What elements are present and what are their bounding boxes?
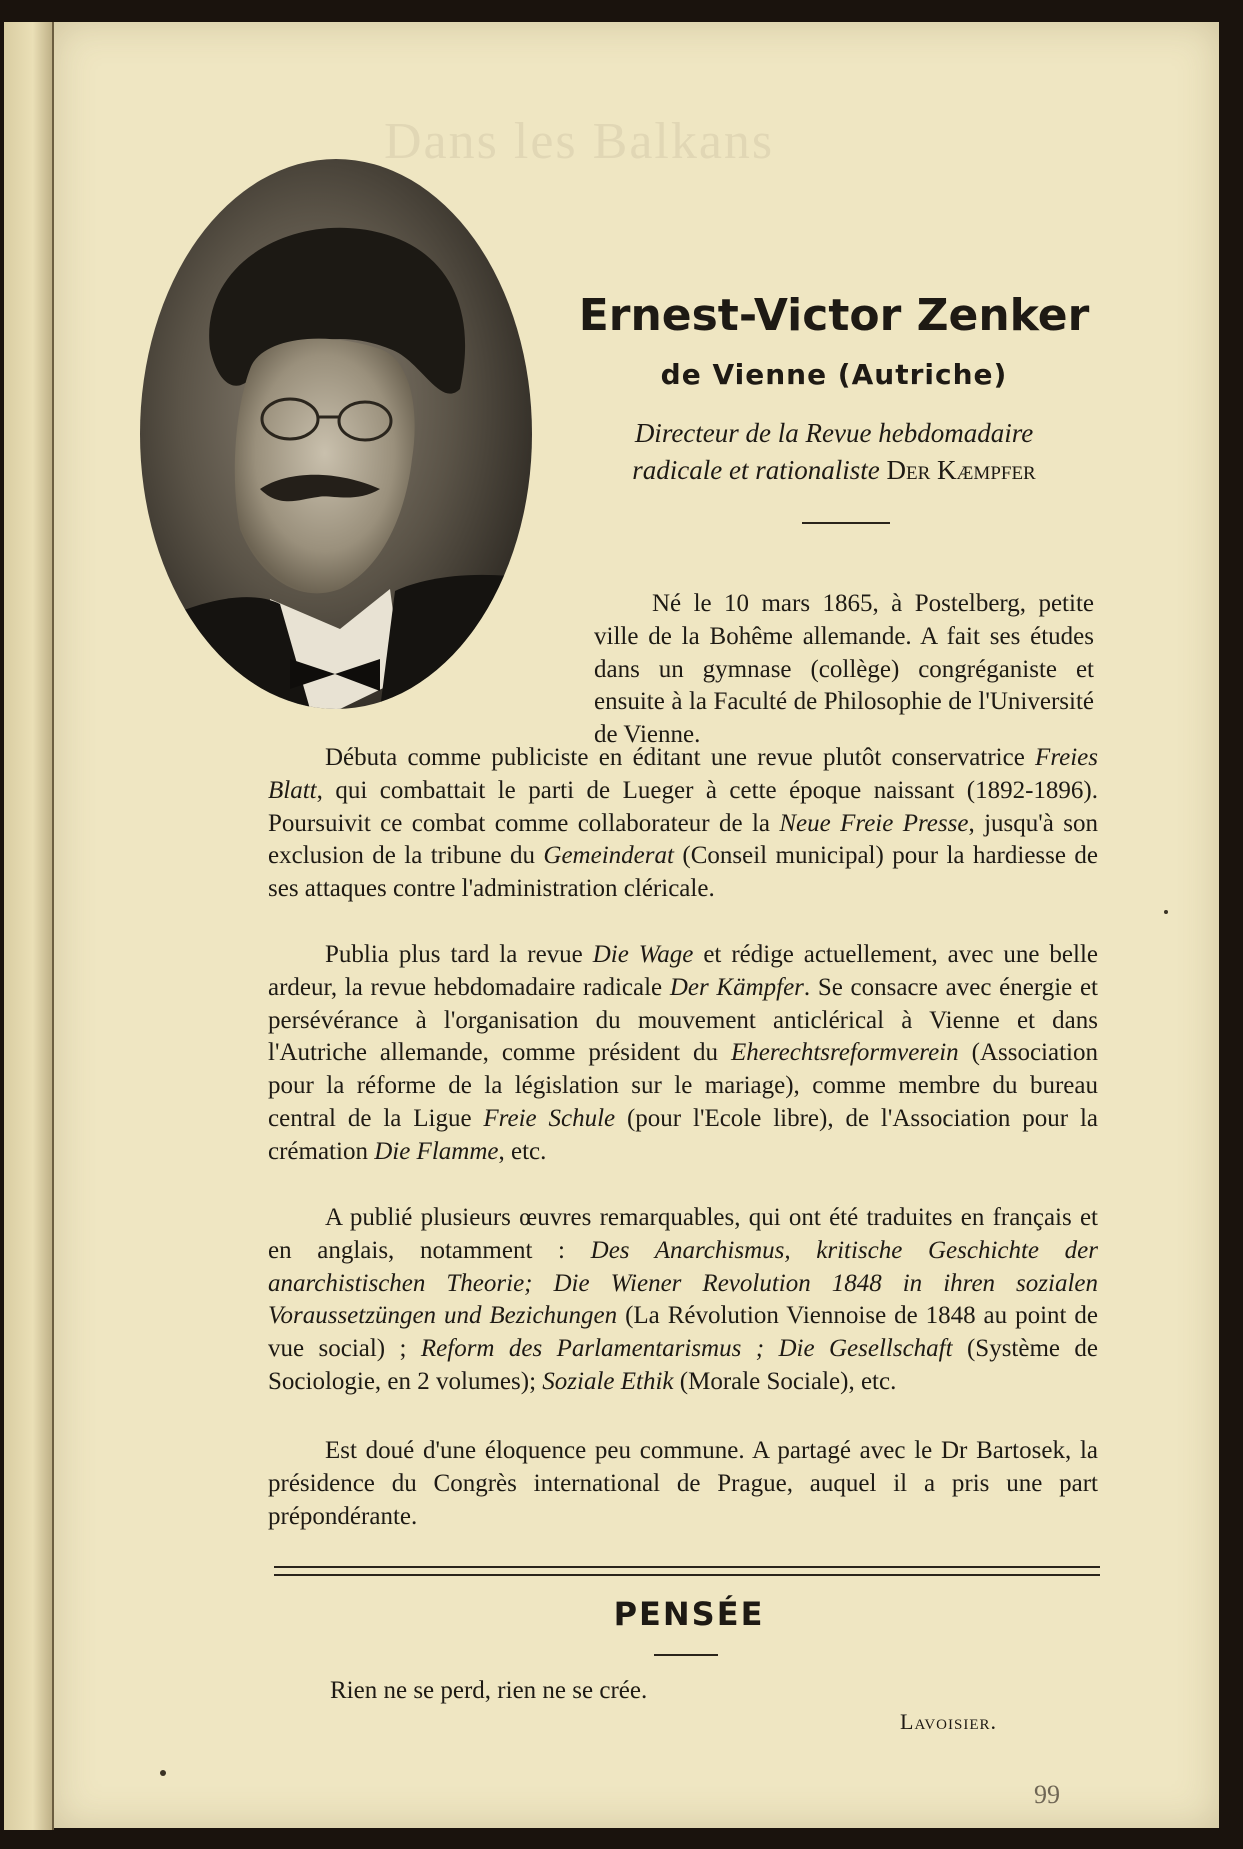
bio-paragraph-1 xyxy=(594,588,1094,752)
italic-title: Neue Freie Presse xyxy=(779,809,969,837)
role-line-1: Directeur de la Revue hebdomadaire xyxy=(634,418,1034,448)
text-run: Publia plus tard la revue xyxy=(325,941,593,968)
portrait-illustration xyxy=(140,159,532,709)
pensee-quote: Rien ne se perd, rien ne se crée. xyxy=(330,1677,648,1704)
person-name: Ernest-Victor Zenker xyxy=(578,290,1090,341)
text-run: (La Révolution Viennoise de 1848 au point de vue social) ; xyxy=(268,1302,1098,1363)
divider xyxy=(802,522,890,524)
italic-title: Die Wage xyxy=(592,941,694,968)
pensee-heading: PENSÉE xyxy=(613,1595,765,1633)
text-run: . Se consacre avec énergie et persévérance à l'organisation du mouvement anticlérical à Vienne et dans l'Autriche allemande, comme président du xyxy=(268,973,1098,1067)
portrait-photo xyxy=(140,159,532,709)
journal-name: Der Kæmpfer xyxy=(886,455,1036,485)
italic-title: Soziale Ethik xyxy=(542,1367,674,1395)
facing-page-edge xyxy=(4,22,54,1830)
text-run: (pour l'Ecole libre), de l'Association pour la crémation xyxy=(268,1104,1098,1165)
text-run: Débuta comme publiciste en éditant une revue plutôt conservatrice xyxy=(325,744,1036,771)
text-run: et rédige actuellement, avec une belle ardeur, la revue hebdomadaire radicale xyxy=(268,941,1098,1001)
section-divider xyxy=(274,1566,1100,1576)
text-run: A publié plusieurs œuvres remarquables, qui ont été traduites en français et en anglais, notamment : xyxy=(268,1204,1098,1264)
text-run: , etc. xyxy=(498,1137,547,1165)
bleed-through-text: Dans les Balkans xyxy=(384,113,775,170)
role-line-2: radicale et rationaliste xyxy=(632,455,880,485)
text-run: Est doué d'une éloquence peu commune. A partagé avec le Dr Bartosek, la présidence du Congrès international de Prague, auquel il a pris une part prépondérante. xyxy=(268,1437,1098,1530)
italic-title: Die Flamme xyxy=(374,1137,499,1165)
text-run: (Association pour la réforme de la législation sur le mariage), comme membre du bureau central de la Ligue xyxy=(268,1039,1098,1132)
person-role xyxy=(574,415,1094,489)
book-page xyxy=(54,22,1219,1828)
text-run: , jusqu'à son exclusion de la tribune du xyxy=(268,809,1098,870)
quote-author: Lavoisier. xyxy=(900,1709,998,1734)
italic-title: Reform des Parlamentarismus ; Die Gesellschaft xyxy=(420,1335,953,1363)
italic-title: Des Anarchismus, kritische Geschichte der anarchistischen Theorie; Die Wiener Revolution 1848 in ihren sozialen Voraussetzüngen und Bezichungen xyxy=(268,1236,1098,1330)
italic-title: Freie Schule xyxy=(483,1104,616,1132)
pensee-divider xyxy=(654,1654,718,1656)
person-origin: de Vienne (Autriche) xyxy=(660,358,1008,391)
italic-title: Gemeinderat xyxy=(543,842,674,870)
text-run: (Conseil municipal) pour la hardiesse de ses attaques contre l'administration cléricale. xyxy=(268,842,1099,903)
italic-title: Eherechtsreformverein xyxy=(730,1039,959,1067)
bio-paragraph-5 xyxy=(268,1435,1098,1533)
italic-title: Der Kämpfer xyxy=(669,973,804,1001)
text-run: , qui combattait le parti de Lueger à cette époque naissant (1892-1896). Poursuivit ce combat comme collaborateur de la xyxy=(268,776,1098,837)
bio-paragraph-4 xyxy=(268,1202,1098,1399)
ink-speck xyxy=(160,1770,166,1776)
text-run: Né le 10 mars 1865, à Postelberg, petite ville de la Bohême allemande. A fait ses études dans un gymnase (collège) congréganiste et ensuite à la Faculté de Philosophie de l'Université de Vienne. xyxy=(594,590,1094,749)
italic-title: Freies Blatt xyxy=(268,744,1098,804)
text-run: (Système de Sociologie, en 2 volumes); xyxy=(268,1335,1099,1395)
page-number: 99 xyxy=(1034,1780,1060,1809)
ink-speck xyxy=(1164,910,1168,914)
bio-paragraph-2 xyxy=(268,742,1098,906)
text-run: (Morale Sociale), etc. xyxy=(673,1367,897,1395)
bio-paragraph-3 xyxy=(268,939,1098,1169)
